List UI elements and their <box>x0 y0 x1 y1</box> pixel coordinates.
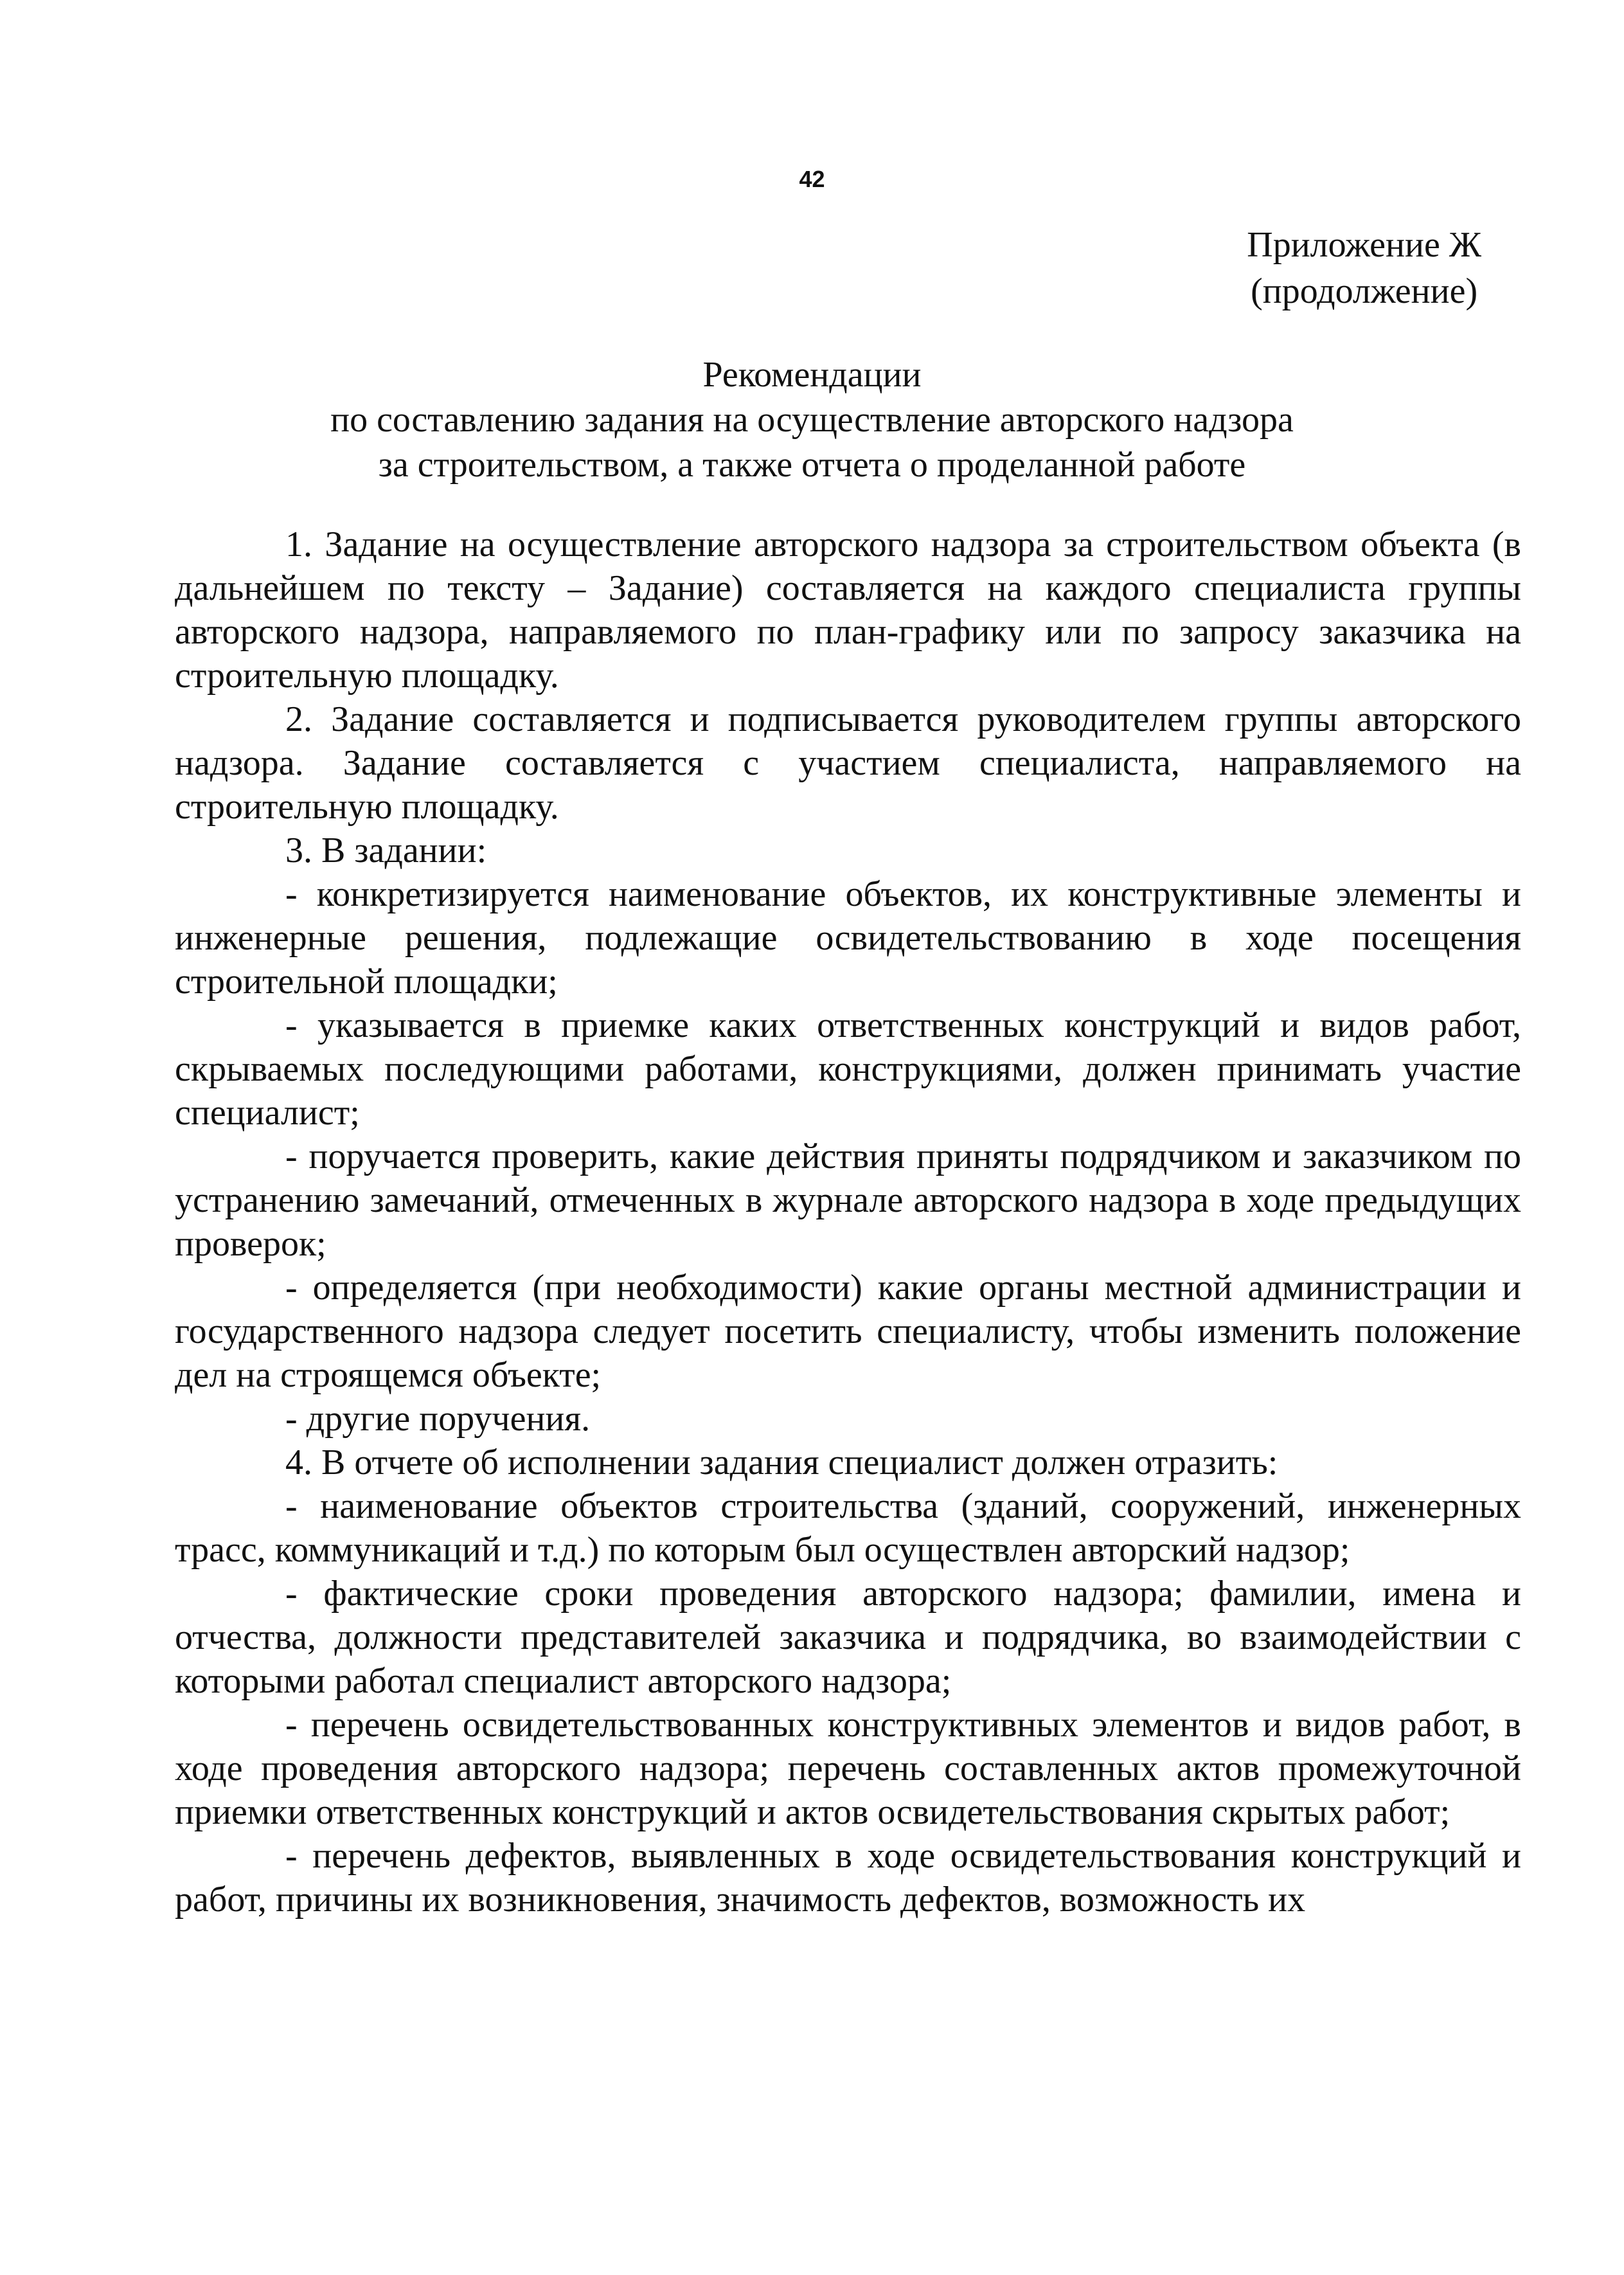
list-item: - другие поручения. <box>285 1399 591 1439</box>
title-line-3: за строительством, а также отчета о проделанной работе <box>378 445 1246 485</box>
list-item: - перечень дефектов, выявленных в ходе освидетельствования конструкций и работ, причины их возникновения, значимость дефектов, возможность их <box>175 1836 1521 1920</box>
paragraph-1: 1. Задание на осуществление авторского надзора за строительством объекта (в дальнейшем по тексту – Задание) составляется на каждого специалиста группы авторского надзора, направляемого по план-графику или по запросу заказчика на строительную площадку. <box>175 525 1521 696</box>
list-item: - наименование объектов строительства (зданий, сооружений, инженерных трасс, коммуникаций и т.д.) по которым был осуществлен авторский надзор; <box>175 1486 1521 1570</box>
document-body <box>175 523 1521 1921</box>
list-item: - конкретизируется наименование объектов, их конструктивные элементы и инженерные решения, подлежащие освидетельствованию в ходе посещения строительной площадки; <box>175 874 1521 1002</box>
paragraph-3-heading: 3. В задании: <box>285 831 487 870</box>
list-item: - определяется (при необходимости) какие органы местной администрации и государственного надзора следует посетить специалисту, чтобы изменить положение дел на строящемся объекте; <box>175 1268 1521 1395</box>
list-item: - фактические сроки проведения авторского надзора; фамилии, имена и отчества, должности представителей заказчика и подрядчика, во взаимодействии с которыми работал специалист авторского надзора; <box>175 1574 1521 1701</box>
paragraph-4-heading: 4. В отчете об исполнении задания специалист должен отразить: <box>285 1443 1278 1482</box>
list-item: - указывается в приемке каких ответственных конструкций и видов работ, скрываемых последующими работами, конструкциями, должен принимать участие специалист; <box>175 1005 1521 1133</box>
title-heading: Рекомендации <box>702 355 922 395</box>
appendix-line-2: (продолжение) <box>1251 271 1478 311</box>
appendix-label <box>1247 222 1481 314</box>
list-item: - поручается проверить, какие действия приняты подрядчиком и заказчиком по устранению замечаний, отмеченных в журнале авторского надзора в ходе предыдущих проверок; <box>175 1137 1521 1264</box>
document-title <box>0 352 1624 487</box>
page-number: 42 <box>799 166 825 192</box>
paragraph-2: 2. Задание составляется и подписывается руководителем группы авторского надзора. Задание составляется с участием специалиста, направляемого на строительную площадку. <box>175 699 1521 827</box>
title-line-2: по составлению задания на осуществление авторского надзора <box>330 400 1294 440</box>
list-item: - перечень освидетельствованных конструктивных элементов и видов работ, в ходе проведения авторского надзора; перечень составленных актов промежуточной приемки ответственных конструкций и актов освидетельствования скрытых работ; <box>175 1705 1521 1832</box>
appendix-line-1: Приложение Ж <box>1247 225 1481 265</box>
